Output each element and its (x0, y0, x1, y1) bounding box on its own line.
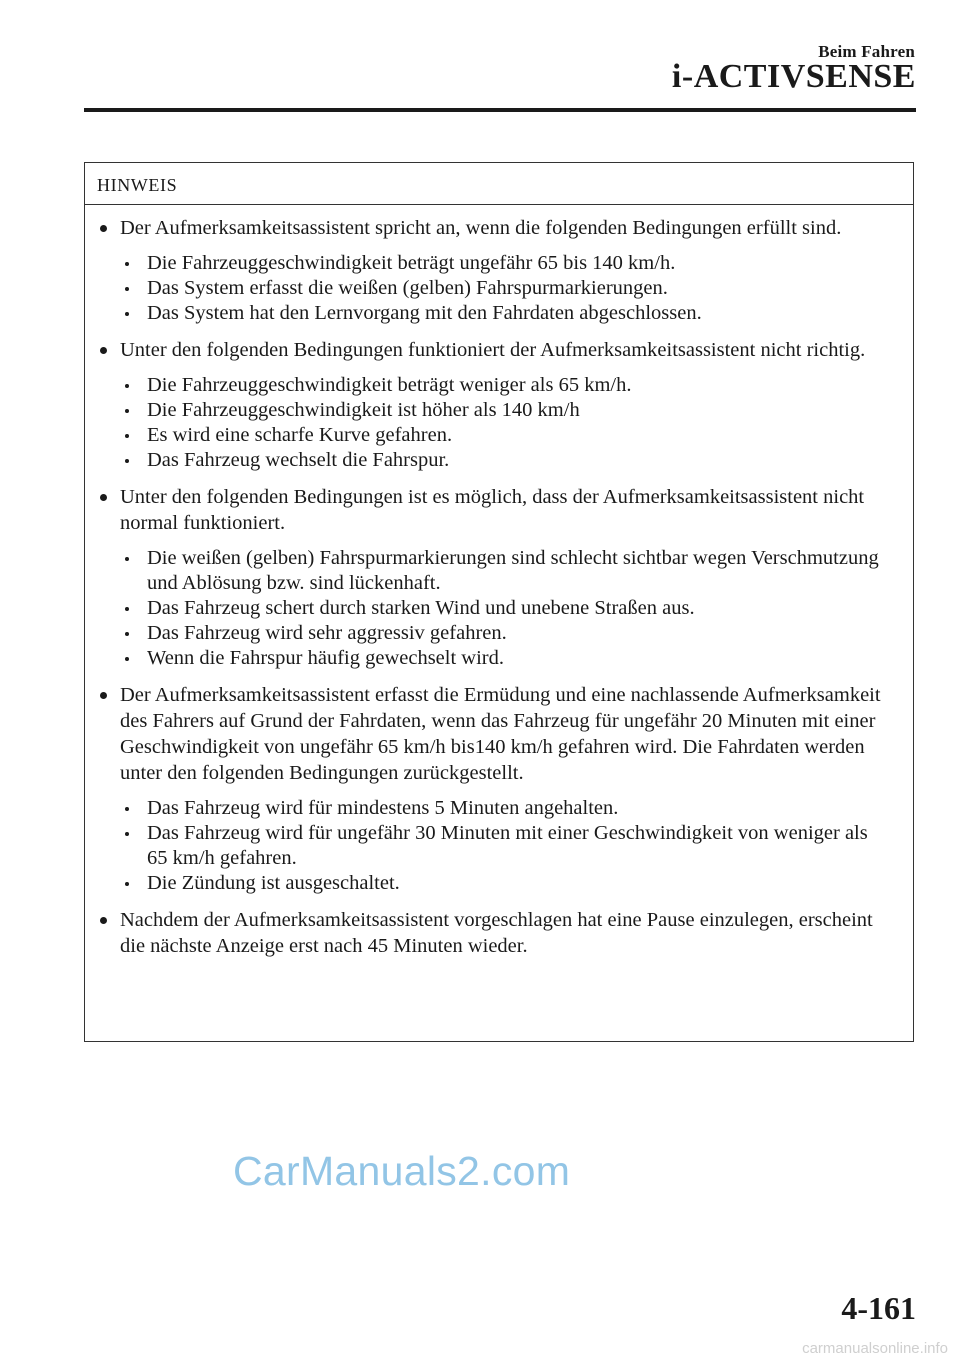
sub-item (120, 646, 893, 671)
sub-item-text: Das System hat den Lernvorgang mit den Fahrdaten abgeschlossen. (147, 302, 702, 324)
note-heading: HINWEIS (85, 163, 913, 205)
note-item (97, 907, 893, 959)
sub-item (120, 301, 893, 326)
sub-item-text: Die Fahrzeuggeschwindigkeit ist höher als 140 km/h (147, 399, 580, 421)
watermark-carmanuals2: CarManuals2.com (233, 1148, 571, 1194)
sub-bullet-icon (125, 262, 129, 266)
note-item-text: Unter den folgenden Bedingungen ist es möglich, dass der Aufmerksamkeitsassistent nicht normal funktioniert. (120, 486, 865, 534)
sub-bullet-icon (125, 632, 129, 636)
sub-item-text: Das Fahrzeug wird sehr aggressiv gefahren. (147, 622, 507, 644)
note-item (97, 484, 893, 671)
bullet-icon (100, 347, 107, 354)
sub-item (120, 546, 893, 596)
note-body (85, 205, 913, 959)
sub-item (120, 251, 893, 276)
bullet-icon (100, 225, 107, 232)
note-box (84, 162, 914, 1042)
sub-item-text: Die Fahrzeuggeschwindigkeit beträgt ungefähr 65 bis 140 km/h. (147, 252, 676, 274)
sub-bullet-icon (125, 557, 129, 561)
sub-item-text: Das Fahrzeug wird für mindestens 5 Minuten angehalten. (147, 797, 619, 819)
sub-bullet-icon (125, 409, 129, 413)
sub-item-text: Die Fahrzeuggeschwindigkeit beträgt weniger als 65 km/h. (147, 374, 632, 396)
note-item-text: Nachdem der Aufmerksamkeitsassistent vorgeschlagen hat eine Pause einzulegen, erscheint die nächste Anzeige erst nach 45 Minuten wieder. (120, 909, 873, 957)
sub-bullet-icon (125, 807, 129, 811)
sub-item (120, 423, 893, 448)
bullet-icon (100, 494, 107, 501)
sub-bullet-icon (125, 882, 129, 886)
sub-item-text: Das Fahrzeug schert durch starken Wind und unebene Straßen aus. (147, 597, 695, 619)
sub-item (120, 398, 893, 423)
sub-bullet-icon (125, 657, 129, 661)
sub-item-text: Die weißen (gelben) Fahrspurmarkierungen sind schlecht sichtbar wegen Verschmutzung und Ablösung bzw. sind lückenhaft. (147, 547, 879, 594)
sub-item (120, 448, 893, 473)
sub-list (120, 796, 893, 896)
note-item (97, 215, 893, 326)
sub-bullet-icon (125, 434, 129, 438)
sub-item-text: Die Zündung ist ausgeschaltet. (147, 872, 400, 894)
sub-list (120, 251, 893, 326)
sub-item (120, 621, 893, 646)
page-title: i-ACTIVSENSE (671, 58, 916, 95)
note-item-text: Der Aufmerksamkeitsassistent spricht an, wenn die folgenden Bedingungen erfüllt sind. (120, 217, 842, 239)
sub-item (120, 821, 893, 871)
sub-item (120, 871, 893, 896)
page-number: 4-161 (841, 1290, 916, 1326)
sub-item (120, 596, 893, 621)
footer-watermark: carmanualsonline.info (802, 1340, 948, 1357)
note-item (97, 337, 893, 473)
note-item-text: Der Aufmerksamkeitsassistent erfasst die Ermüdung und eine nachlassende Aufmerksamkeit des Fahrers auf Grund der Fahrdaten, wenn das Fahrzeug für ungefähr 20 Minuten mit einer Geschwindigkeit von ungefähr 65 km/h bis140 km/h gefahren wird. Die Fahrdaten werden unter den folgenden Bedingungen zurückgestellt. (120, 684, 881, 784)
sub-bullet-icon (125, 832, 129, 836)
sub-bullet-icon (125, 384, 129, 388)
sub-item-text: Es wird eine scharfe Kurve gefahren. (147, 424, 453, 446)
sub-item-text: Das Fahrzeug wird für ungefähr 30 Minuten mit einer Geschwindigkeit von weniger als 65 km/h gefahren. (147, 822, 868, 869)
sub-list (120, 373, 893, 473)
sub-item (120, 276, 893, 301)
header-divider (84, 108, 916, 112)
sub-item (120, 796, 893, 821)
sub-item (120, 373, 893, 398)
sub-item-text: Das System erfasst die weißen (gelben) Fahrspurmarkierungen. (147, 277, 668, 299)
bullet-icon (100, 917, 107, 924)
sub-bullet-icon (125, 607, 129, 611)
note-item (97, 682, 893, 896)
sub-list (120, 546, 893, 671)
bullet-icon (100, 692, 107, 699)
sub-item-text: Wenn die Fahrspur häufig gewechselt wird. (147, 647, 504, 669)
sub-bullet-icon (125, 459, 129, 463)
sub-item-text: Das Fahrzeug wechselt die Fahrspur. (147, 449, 450, 471)
note-item-text: Unter den folgenden Bedingungen funktioniert der Aufmerksamkeitsassistent nicht richtig. (120, 339, 866, 361)
sub-bullet-icon (125, 312, 129, 316)
section-label: Beim Fahren (818, 42, 915, 61)
sub-bullet-icon (125, 287, 129, 291)
